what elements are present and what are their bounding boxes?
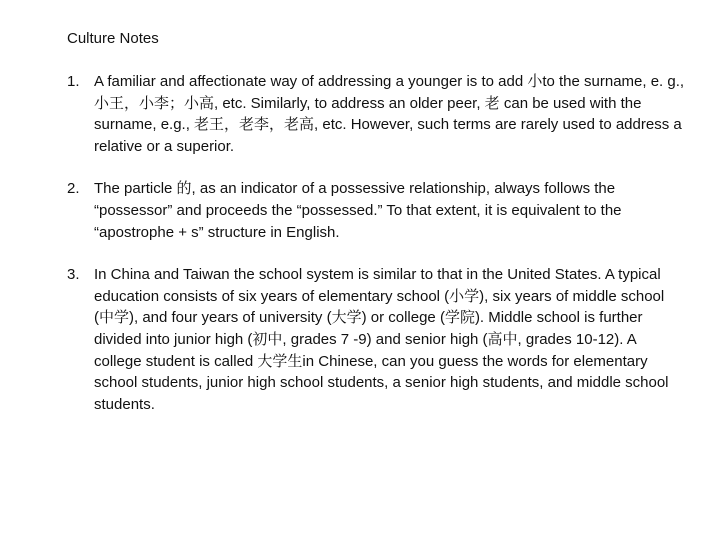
note-number: 2.: [67, 180, 80, 198]
note-text: In China and Taiwan the school system is similar to that in the United States. A typical education consists of six years of elementary school (小学), six years of middle school (中学), and four years of university (大学) or college (学院). Middle school is further divided into junior high (初中, grades 7 -9) and senior high (高中, grades 10-12). A college student is called 大学生in Chinese, can you guess the words for elementary school students, junior high school students, a senior high students, and middle school students.: [94, 266, 669, 413]
culture-note-2: [67, 178, 687, 243]
note-number: 1.: [67, 73, 80, 90]
slide-title: Culture Notes: [67, 30, 159, 47]
note-text: A familiar and affectionate way of addressing a younger is to add 小to the surname, e. g., 小王，小李；小高, etc. Similarly, to address an older peer, 老 can be used with the surname, e.g., 老王，老李，老高, etc. However, such terms are rarely used to address a relative or a superior.: [94, 73, 685, 155]
culture-note-1: [67, 71, 687, 157]
culture-note-3: [67, 264, 687, 415]
culture-notes-list: [67, 71, 687, 415]
note-text: The particle 的, as an indicator of a possessive relationship, always follows the “possessor” and proceeds the “possessed.” To that extent, it is equivalent to the “apostrophe + s” structure in English.: [94, 180, 622, 241]
note-number: 3.: [67, 266, 80, 284]
